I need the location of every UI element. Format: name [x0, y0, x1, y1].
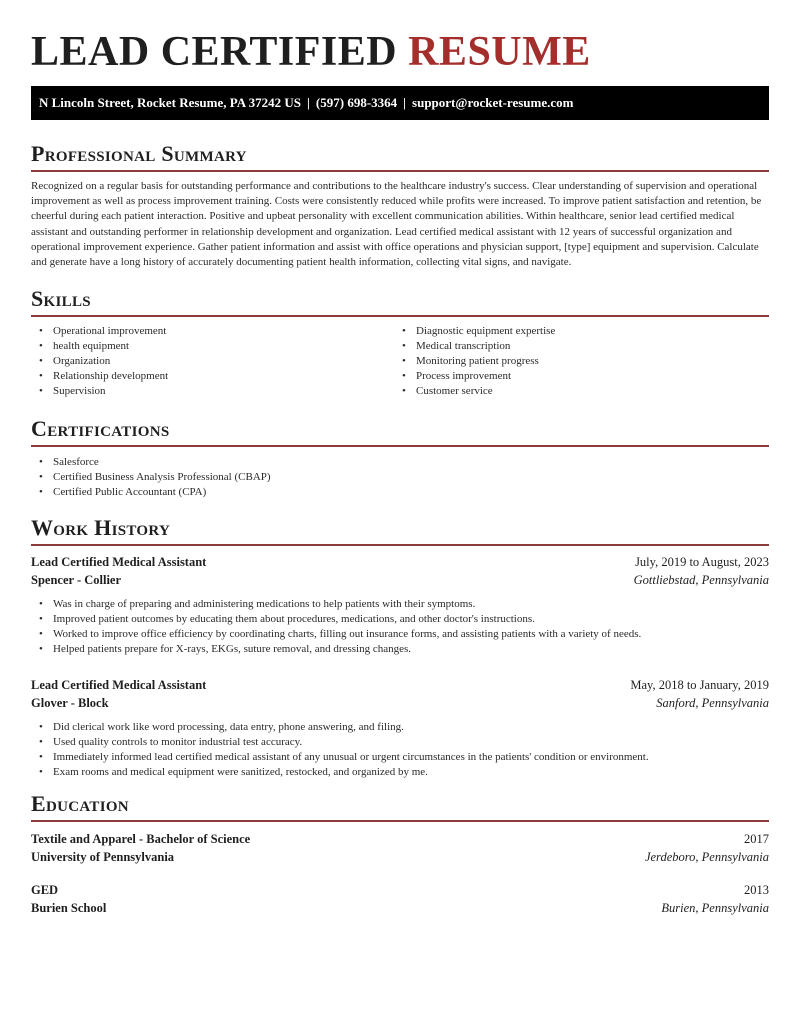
education-degree: GED: [31, 883, 59, 897]
contact-separator: |: [403, 95, 407, 110]
skills-left-list: [31, 324, 394, 399]
certifications-section: [31, 416, 769, 500]
work-history-section: [31, 515, 769, 780]
job-duty: • Used quality controls to monitor industrial test accuracy.: [31, 735, 769, 750]
skill-item: • Operational improvement: [31, 324, 394, 339]
education-degree: Textile and Apparel - Bachelor of Science: [31, 832, 251, 846]
job-role: Lead Certified Medical Assistant: [31, 555, 207, 569]
education-location: Jerdeboro, Pennsylvania: [644, 850, 769, 864]
skill-item: • Supervision: [31, 384, 394, 399]
education-school: Burien School: [31, 901, 107, 915]
skill-item: • Customer service: [394, 384, 757, 399]
contact-bar: [31, 86, 769, 120]
resume-name-heading: [31, 28, 591, 76]
job-role: Lead Certified Medical Assistant: [31, 678, 207, 692]
skill-item: • Process improvement: [394, 369, 757, 384]
section-divider: [31, 820, 769, 822]
skills-section: [31, 286, 769, 399]
job-dates: May, 2018 to January, 2019: [630, 678, 769, 692]
skill-item: • Medical transcription: [394, 339, 757, 354]
contact-email: support@rocket-resume.com: [412, 95, 574, 110]
job-duty: • Exam rooms and medical equipment were sanitized, restocked, and organized by me.: [31, 765, 769, 780]
section-divider: [31, 170, 769, 172]
name-part-1: LEAD CERTIFIED: [31, 29, 398, 75]
job-duty: • Improved patient outcomes by educating them about procedures, medications, and other doctor's instructions.: [31, 612, 769, 627]
education-entry: [31, 881, 769, 917]
job-duties-list: [31, 720, 769, 780]
summary-section: [31, 141, 769, 270]
education-school: University of Pennsylvania: [31, 850, 175, 864]
education-entry: [31, 830, 769, 866]
summary-title: Professional Summary: [31, 141, 247, 166]
contact-address: N Lincoln Street, Rocket Resume, PA 37242 US: [39, 95, 302, 110]
skill-item: • Monitoring patient progress: [394, 354, 757, 369]
skill-item: • health equipment: [31, 339, 394, 354]
certification-item: • Certified Public Accountant (CPA): [31, 485, 769, 500]
certifications-title: Certifications: [31, 416, 170, 441]
job-duty: • Was in charge of preparing and administering medications to help patients with their symptoms.: [31, 597, 769, 612]
skill-item: • Relationship development: [31, 369, 394, 384]
name-part-2: RESUME: [408, 29, 591, 75]
contact-separator: |: [307, 95, 310, 110]
job-location: Gottliebstad, Pennsylvania: [633, 573, 769, 587]
skill-item: • Organization: [31, 354, 394, 369]
job-duty: • Did clerical work like word processing, data entry, phone answering, and filing.: [31, 720, 769, 735]
job-company: Spencer - Collier: [31, 573, 122, 587]
education-year: 2013: [744, 883, 769, 897]
summary-text: Recognized on a regular basis for outstanding performance and contributions to the healthcare industry's success. Clear understanding of supervision and operational improvement as well as process improvement training. Costs were consistently reduced while profits were increased. To improve patient satisfaction and retention, be cheerful during each patient interaction. Positive and upbeat personality with excellent communication abilities. Within healthcare, senior lead certified medical assistant and outstanding performer in relationship development and organization. Lead certified medical assistant with 12 years of successful organization and operational improvement experience. Gather patient information and assist with office operations and physician support, [type] equipment and supervision. Calculate and generate have a long history of accurately documenting patient health information, collecting vital signs, and navigate.: [31, 180, 762, 269]
certifications-list: [31, 455, 769, 500]
section-divider: [31, 445, 769, 447]
education-year: 2017: [744, 832, 769, 846]
job-entry: [31, 676, 769, 780]
section-divider: [31, 315, 769, 317]
certification-item: • Certified Business Analysis Professional (CBAP): [31, 470, 769, 485]
skill-item: • Diagnostic equipment expertise: [394, 324, 757, 339]
section-divider: [31, 544, 769, 546]
job-location: Sanford, Pennsylvania: [656, 696, 769, 710]
job-duty: • Helped patients prepare for X-rays, EKGs, suture removal, and dressing changes.: [31, 642, 769, 657]
certification-item: • Salesforce: [31, 455, 769, 470]
job-dates: July, 2019 to August, 2023: [635, 555, 769, 569]
job-company: Glover - Block: [31, 696, 109, 710]
skills-title: Skills: [31, 286, 91, 311]
education-location: Burien, Pennsylvania: [661, 901, 769, 915]
education-section: [31, 791, 769, 917]
skills-right-list: [394, 324, 757, 399]
contact-phone: (597) 698-3364: [315, 95, 398, 110]
work-history-title: Work History: [31, 515, 171, 540]
job-duties-list: [31, 597, 769, 657]
education-title: Education: [31, 791, 129, 816]
job-duty: • Immediately informed lead certified medical assistant of any unusual or urgent circumstances in the patients' condition or environment.: [31, 750, 769, 765]
job-entry: [31, 553, 769, 657]
job-duty: • Worked to improve office efficiency by coordinating charts, filling out insurance forms, and assisting patients with a variety of needs.: [31, 627, 769, 642]
